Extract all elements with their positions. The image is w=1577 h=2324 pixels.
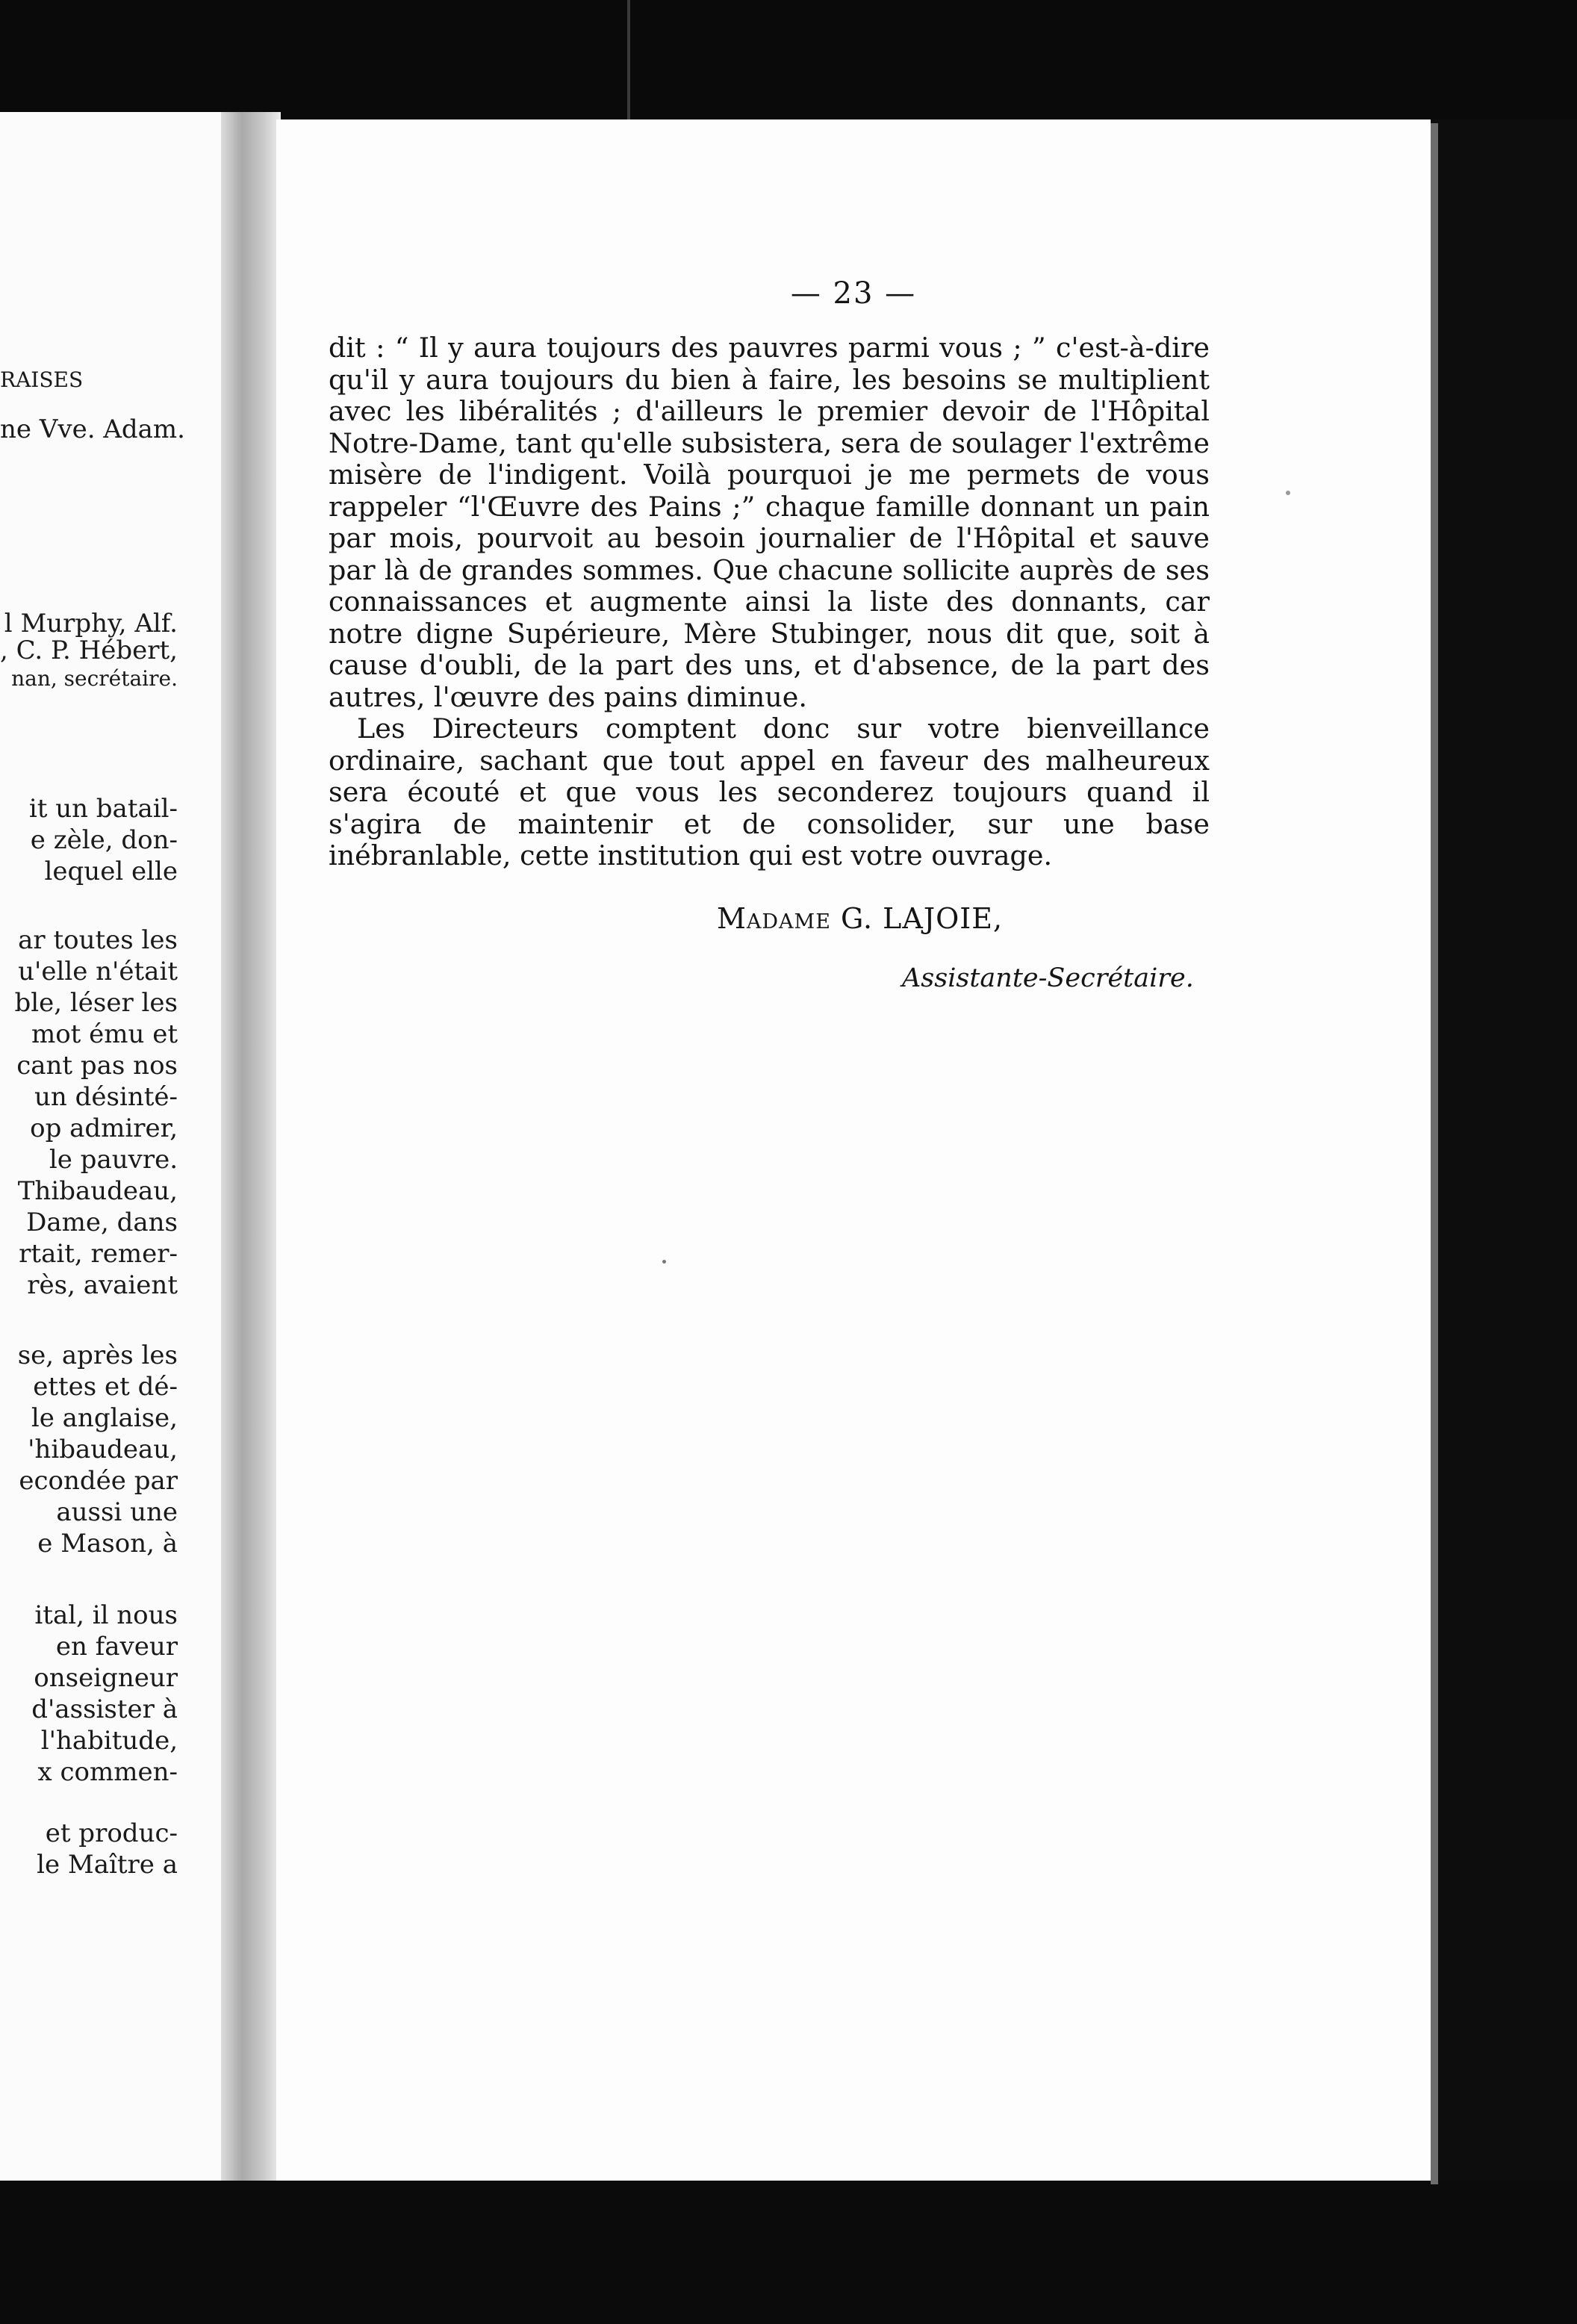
- left-page-line: l'habitude,: [40, 1726, 178, 1756]
- left-page-line: le pauvre.: [49, 1145, 178, 1175]
- left-page-line: u'elle n'était: [18, 957, 178, 987]
- left-page-line: aussi une: [56, 1497, 178, 1527]
- book-gutter: [221, 112, 281, 2181]
- left-page-line: RAISES: [0, 367, 84, 392]
- left-page-line: econdée par: [19, 1466, 178, 1496]
- left-page-line: Thibaudeau,: [17, 1176, 178, 1206]
- paper-speck: [1286, 491, 1290, 495]
- left-page-line: le Maître a: [37, 1850, 178, 1880]
- left-page-line: ital, il nous: [34, 1600, 178, 1630]
- page-number: — 23 —: [790, 276, 917, 311]
- left-page-line: ble, léser les: [14, 988, 178, 1018]
- left-page-line: e zèle, don-: [30, 825, 178, 855]
- left-page-line: onseigneur: [34, 1663, 178, 1693]
- left-page-line: rtait, remer-: [19, 1239, 178, 1269]
- left-page-line: ne Vve. Adam.: [0, 414, 185, 444]
- paper-speck: [662, 1260, 666, 1264]
- left-page-line: d'assister à: [31, 1694, 178, 1724]
- signature-prefix: Madame: [717, 902, 831, 935]
- signature: [717, 902, 1003, 935]
- left-page-line: mot ému et: [31, 1019, 178, 1049]
- scan-background-bottom: [0, 2181, 1577, 2324]
- left-page-line: ar toutes les: [18, 925, 178, 955]
- right-page: [276, 119, 1431, 2181]
- left-page-line: x commen-: [37, 1757, 178, 1787]
- signature-name: G. LAJOIE,: [841, 902, 1004, 935]
- page-edge-shadow: [1431, 123, 1438, 2184]
- left-page-line: rès, avaient: [27, 1270, 178, 1300]
- scan-background-top: [0, 0, 1577, 119]
- paragraph: Les Directeurs comptent donc sur votre bienveillance ordinaire, sachant que tout appel en faveur des malheureux sera écouté et que vous les seconderez toujours quand il s'agira de maintenir et de consolider, sur une base inébranlable, cette institution qui est votre ouvrage.: [329, 712, 1210, 872]
- left-page: [0, 112, 224, 2181]
- left-page-line: en faveur: [55, 1632, 178, 1662]
- left-page-line: se, après les: [17, 1340, 178, 1370]
- left-page-line: ettes et dé-: [33, 1372, 178, 1402]
- scan-artifact-line: [627, 0, 630, 123]
- left-page-line: un désinté-: [34, 1082, 178, 1112]
- left-page-line: 'hibaudeau,: [28, 1435, 178, 1464]
- left-page-line: et produc-: [45, 1818, 178, 1848]
- left-page-line: it un batail-: [28, 794, 178, 824]
- left-page-line: lequel elle: [44, 857, 178, 886]
- left-page-line: le anglaise,: [31, 1403, 178, 1433]
- left-page-line: nan, secrétaire.: [11, 666, 178, 691]
- left-page-line: e Mason, à: [37, 1529, 178, 1559]
- left-page-line: , C. P. Hébert,: [0, 636, 178, 665]
- left-page-line: op admirer,: [30, 1113, 178, 1143]
- left-page-line: cant pas nos: [16, 1051, 178, 1081]
- paragraph: dit : “ Il y aura toujours des pauvres parmi vous ; ” c'est-à-dire qu'il y aura toujours du bien à faire, les besoins se multiplient avec les libéralités ; d'ailleurs le premier devoir de l'Hôpital Notre-Dame, tant qu'elle subsistera, sera de soulager l'extrême misère de l'indigent. Voilà pourquoi je me permets de vous rappeler “l'Œuvre des Pains ;” chaque famille donnant un pain par mois, pourvoit au besoin journalier de l'Hôpital et sauve par là de grandes sommes. Que chacune sollicite auprès de ses connaissances et augmente ainsi la liste des donnants, car notre digne Supérieure, Mère Stubinger, nous dit que, soit à cause d'oubli, de la part des uns, et d'absence, de la part des autres, l'œuvre des pains diminue.: [329, 332, 1210, 713]
- signature-title: Assistante-Secrétaire.: [902, 963, 1194, 993]
- body-text: [329, 332, 1210, 872]
- left-page-line: l Murphy, Alf.: [4, 609, 178, 639]
- left-page-line: Dame, dans: [26, 1208, 178, 1237]
